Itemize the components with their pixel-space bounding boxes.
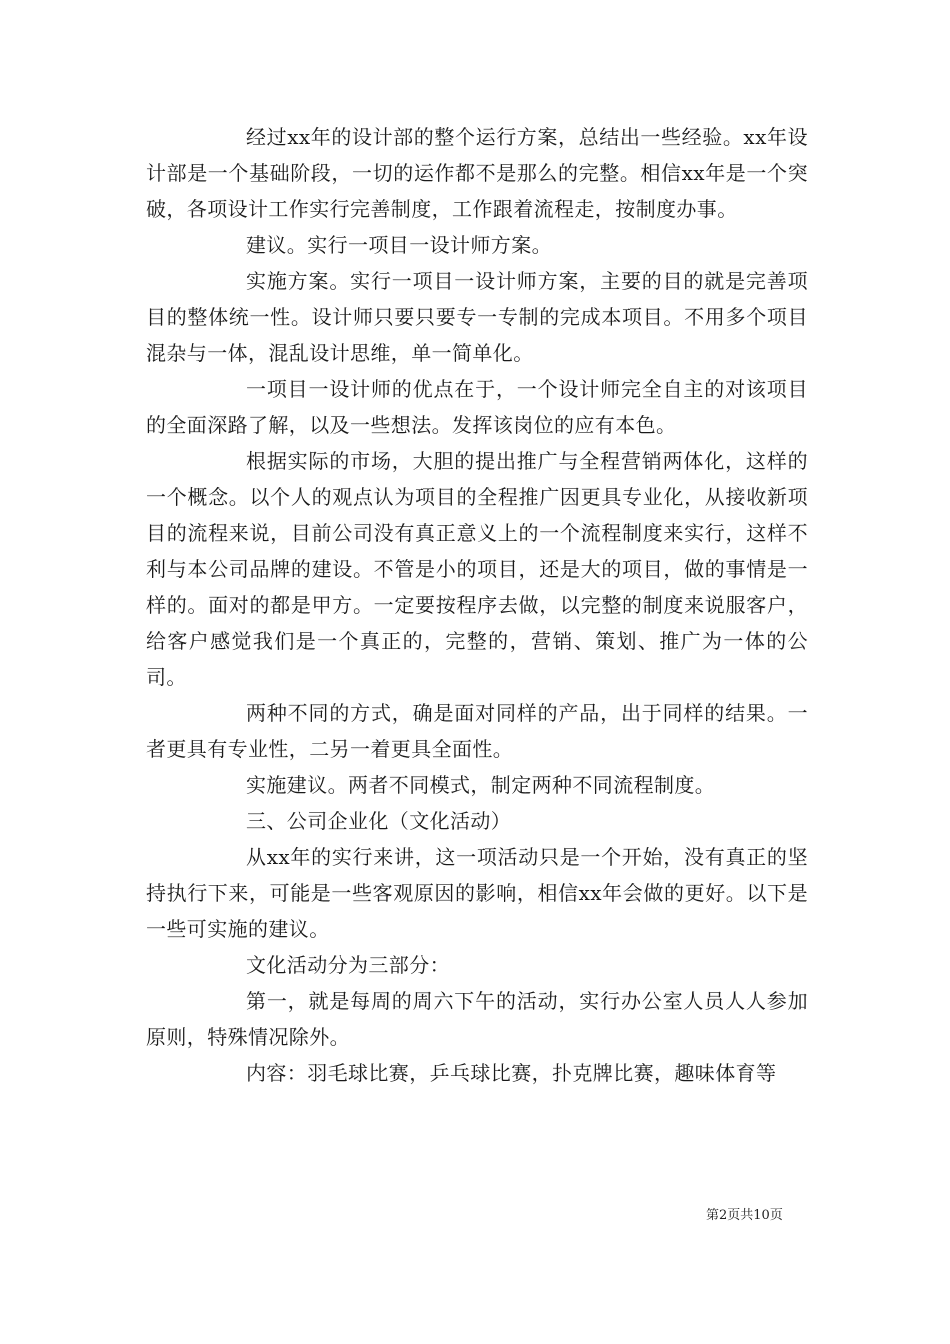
paragraph-implementation-plan: 实施方案。实行一项目一设计师方案，主要的目的就是完善项目的整体统一性。设计师只要只要专一专制的完成本项目。不用多个项目混杂与一体，混乱设计思维，单一简单化。: [146, 269, 808, 365]
paragraph-first-part: 第一，就是每周的周六下午的活动，实行办公室人员人人参加原则，特殊情况除外。: [146, 989, 808, 1049]
document-body: [146, 119, 808, 1091]
paragraph-activity-parts: 文化活动分为三部分：: [246, 953, 450, 977]
paragraph-suggestion: 建议。实行一项目一设计师方案。: [246, 233, 552, 257]
paragraph-implementation-suggestion: 实施建议。两者不同模式，制定两种不同流程制度。: [246, 773, 716, 797]
paragraph-activity-content: 内容：羽毛球比赛，乒乓球比赛，扑克牌比赛，趣味体育等: [246, 1061, 777, 1085]
paragraph-activity-start: 从xx年的实行来讲，这一项活动只是一个开始，没有真正的坚持执行下来，可能是一些客观原因的影响，相信xx年会做的更好。以下是一些可实施的建议。: [146, 845, 808, 941]
paragraph-design-experience: 经过xx年的设计部的整个运行方案，总结出一些经验。xx年设计部是一个基础阶段，一切的运作都不是那么的完整。相信xx年是一个突破，各项设计工作实行完善制度，工作跟着流程走，按制度办事。: [146, 125, 808, 221]
paragraph-two-methods: 两种不同的方式，确是面对同样的产品，出于同样的结果。一者更具有专业性，二另一着更具全面性。: [146, 701, 808, 761]
page-number-footer: 第2页共10页: [706, 1208, 783, 1223]
paragraph-designer-advantage: 一项目一设计师的优点在于，一个设计师完全自主的对该项目的全面深路了解，以及一些想法。发挥该岗位的应有本色。: [146, 377, 808, 437]
paragraph-market-promotion: 根据实际的市场，大胆的提出推广与全程营销两体化，这样的一个概念。以个人的观点认为项目的全程推广因更具专业化，从接收新项目的流程来说，目前公司没有真正意义上的一个流程制度来实行，这样不利与本公司品牌的建设。不管是小的项目，还是大的项目，做的事情是一样的。面对的都是甲方。一定要按程序去做，以完整的制度来说服客户，给客户感觉我们是一个真正的，完整的，营销、策划、推广为一体的公司。: [146, 449, 808, 689]
section-heading-culture: 三、公司企业化（文化活动）: [246, 809, 512, 833]
